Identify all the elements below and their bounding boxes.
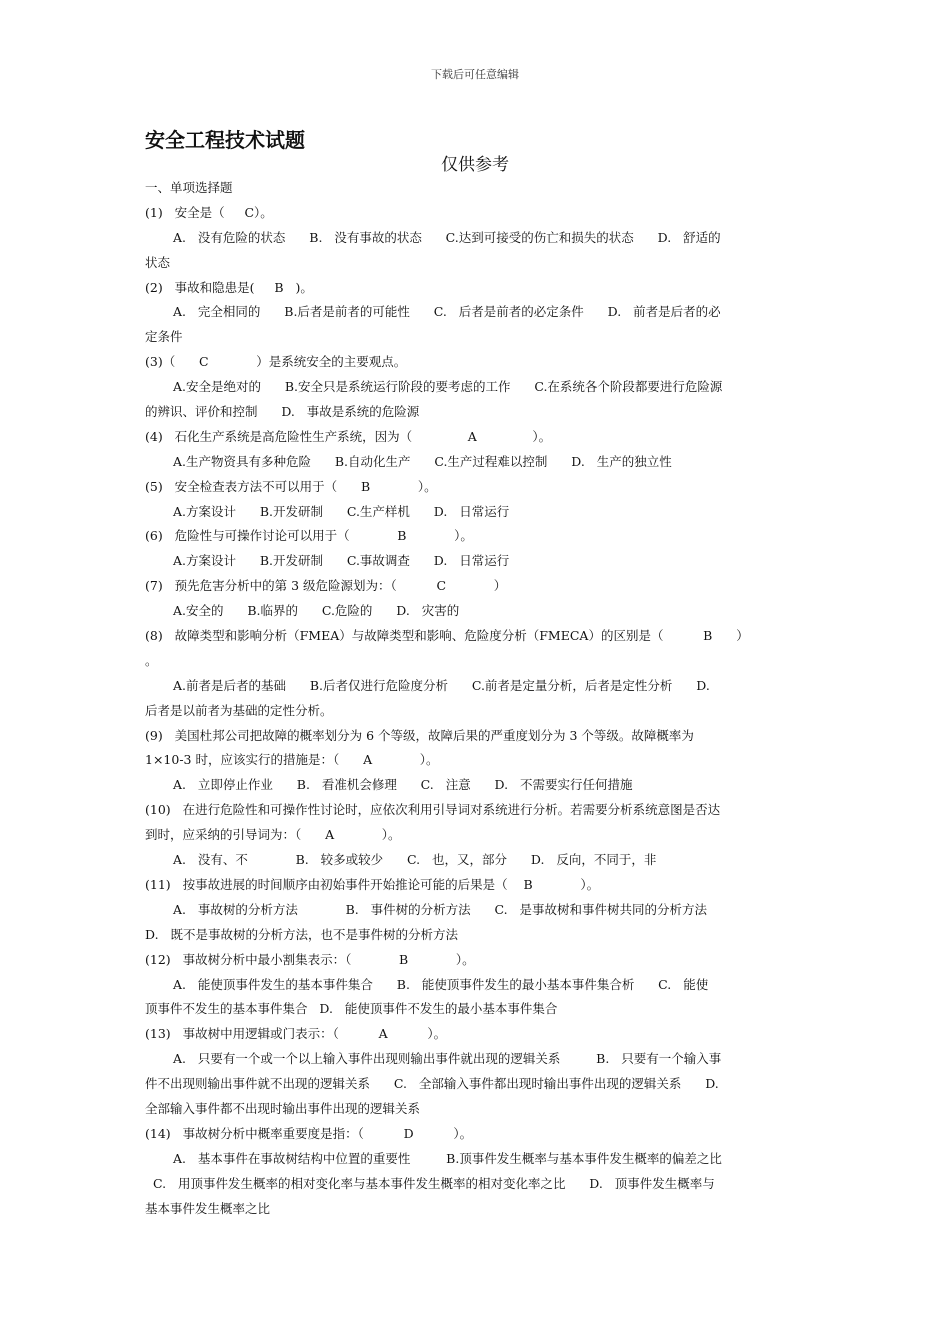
text-line: (4) 石化生产系统是高危险性生产系统，因为（ A ）。 <box>145 428 552 444</box>
text-line: 顶事件不发生的基本事件集合 D. 能使顶事件不发生的最小基本事件集合 <box>145 1001 558 1017</box>
text-line: A.生产物资具有多种危险 B.自动化生产 C.生产过程难以控制 D. 生产的独立性 <box>173 453 672 469</box>
document-subtitle: 仅供参考 <box>441 155 509 175</box>
text-line: (5) 安全检查表方法不可以用于（ B ）。 <box>145 478 437 494</box>
document-body <box>145 176 807 1221</box>
text-line: A.前者是后者的基础 B.后者仅进行危险度分析 C.前者是定量分析，后者是定性分析 D. <box>173 677 710 693</box>
text-line: 状态 <box>145 254 171 270</box>
text-line: (12) 事故树分析中最小割集表示：（ B ）。 <box>145 951 475 967</box>
text-line: C. 用顶事件发生概率的相对变化率与基本事件发生概率的相对变化率之比 D. 顶事件发生概率与 <box>145 1175 715 1191</box>
document-title: 安全工程技术试题 <box>145 128 305 152</box>
text-line: (1) 安全是（ C）。 <box>145 204 273 220</box>
text-line: A. 只要有一个或一个以上输入事件出现则输出事件就出现的逻辑关系 B. 只要有一个输入事 <box>173 1051 722 1067</box>
text-line: 的辨识、评价和控制 D. 事故是系统的危险源 <box>145 404 420 420</box>
text-line: A.安全是绝对的 B.安全只是系统运行阶段的要考虑的工作 C.在系统各个阶段都要进行危险源 <box>173 379 723 395</box>
text-line: A. 事故树的分析方法 B. 事件树的分析方法 C. 是事故树和事件树共同的分析方法 <box>173 901 708 917</box>
text-line: A. 完全相同的 B.后者是前者的可能性 C. 后者是前者的必定条件 D. 前者是后者的必 <box>173 304 721 320</box>
text-line: 件不出现则输出事件就不出现的逻辑关系 C. 全部输入事件都出现时输出事件出现的逻辑关系 D. <box>145 1076 719 1092</box>
text-line: 定条件 <box>145 329 183 345</box>
text-line: A. 能使顶事件发生的基本事件集合 B. 能使顶事件发生的最小基本事件集合析 C. 能使 <box>173 976 709 992</box>
section-heading: 一、单项选择题 <box>145 180 233 195</box>
text-line: (10) 在进行危险性和可操作性讨论时，应依次利用引导词对系统进行分析。若需要分析系统意图是否达 <box>145 802 721 818</box>
text-line: A. 立即停止作业 B. 看准机会修理 C. 注意 D. 不需要实行任何措施 <box>173 777 633 793</box>
text-line: (8) 故障类型和影响分析（FMEA）与故障类型和影响、危险度分析（FMECA）的区别是（ B ） <box>145 628 749 644</box>
text-line: 全部输入事件都不出现时输出事件出现的逻辑关系 <box>145 1100 421 1116</box>
text-line: D. 既不是事故树的分析方法，也不是事件树的分析方法 <box>145 926 458 942</box>
text-line: A. 没有、不 B. 较多或较少 C. 也，又，部分 D. 反向，不同于，非 <box>173 852 657 868</box>
text-line: A. 没有危险的状态 B. 没有事故的状态 C.达到可接受的伤亡和损失的状态 D. 舒适的 <box>173 229 721 245</box>
text-line: (7) 预先危害分析中的第 3 级危险源划为：（ C ） <box>145 578 507 594</box>
text-line: (6) 危险性与可操作讨论可以用于（ B ）。 <box>145 528 473 544</box>
text-line: A. 基本事件在事故树结构中位置的重要性 B.顶事件发生概率与基本事件发生概率的偏差之比 <box>173 1150 722 1166</box>
text-line: 。 <box>145 652 158 668</box>
text-line: (2) 事故和隐患是( B )。 <box>145 279 313 295</box>
text-line: (11) 按事故进展的时间顺序由初始事件开始推论可能的后果是（ B ）。 <box>145 876 600 892</box>
text-line: 1×10-3 时，应该实行的措施是：（ A ）。 <box>145 752 439 768</box>
text-line: (14) 事故树分析中概率重要度是指：（ D ）。 <box>145 1125 473 1141</box>
text-line: (3)（ C ）是系统安全的主要观点。 <box>145 354 407 370</box>
text-line: A.方案设计 B.开发研制 C.生产样机 D. 日常运行 <box>173 503 510 519</box>
text-line: 到时，应采纳的引导词为：（ A ）。 <box>145 827 401 843</box>
text-line: (9) 美国杜邦公司把故障的概率划分为 6 个等级，故障后果的严重度划分为 3 个等级。故障概率为 <box>145 727 694 743</box>
text-line: 基本事件发生概率之比 <box>145 1200 271 1216</box>
text-line: 后者是以前者为基础的定性分析。 <box>145 702 333 718</box>
text-line: A.安全的 B.临界的 C.危险的 D. 灾害的 <box>173 603 460 619</box>
text-line: A.方案设计 B.开发研制 C.事故调查 D. 日常运行 <box>173 553 510 569</box>
page-header: 下载后可任意编辑 <box>431 68 519 81</box>
text-line: (13) 事故树中用逻辑或门表示：（ A ）。 <box>145 1026 447 1042</box>
